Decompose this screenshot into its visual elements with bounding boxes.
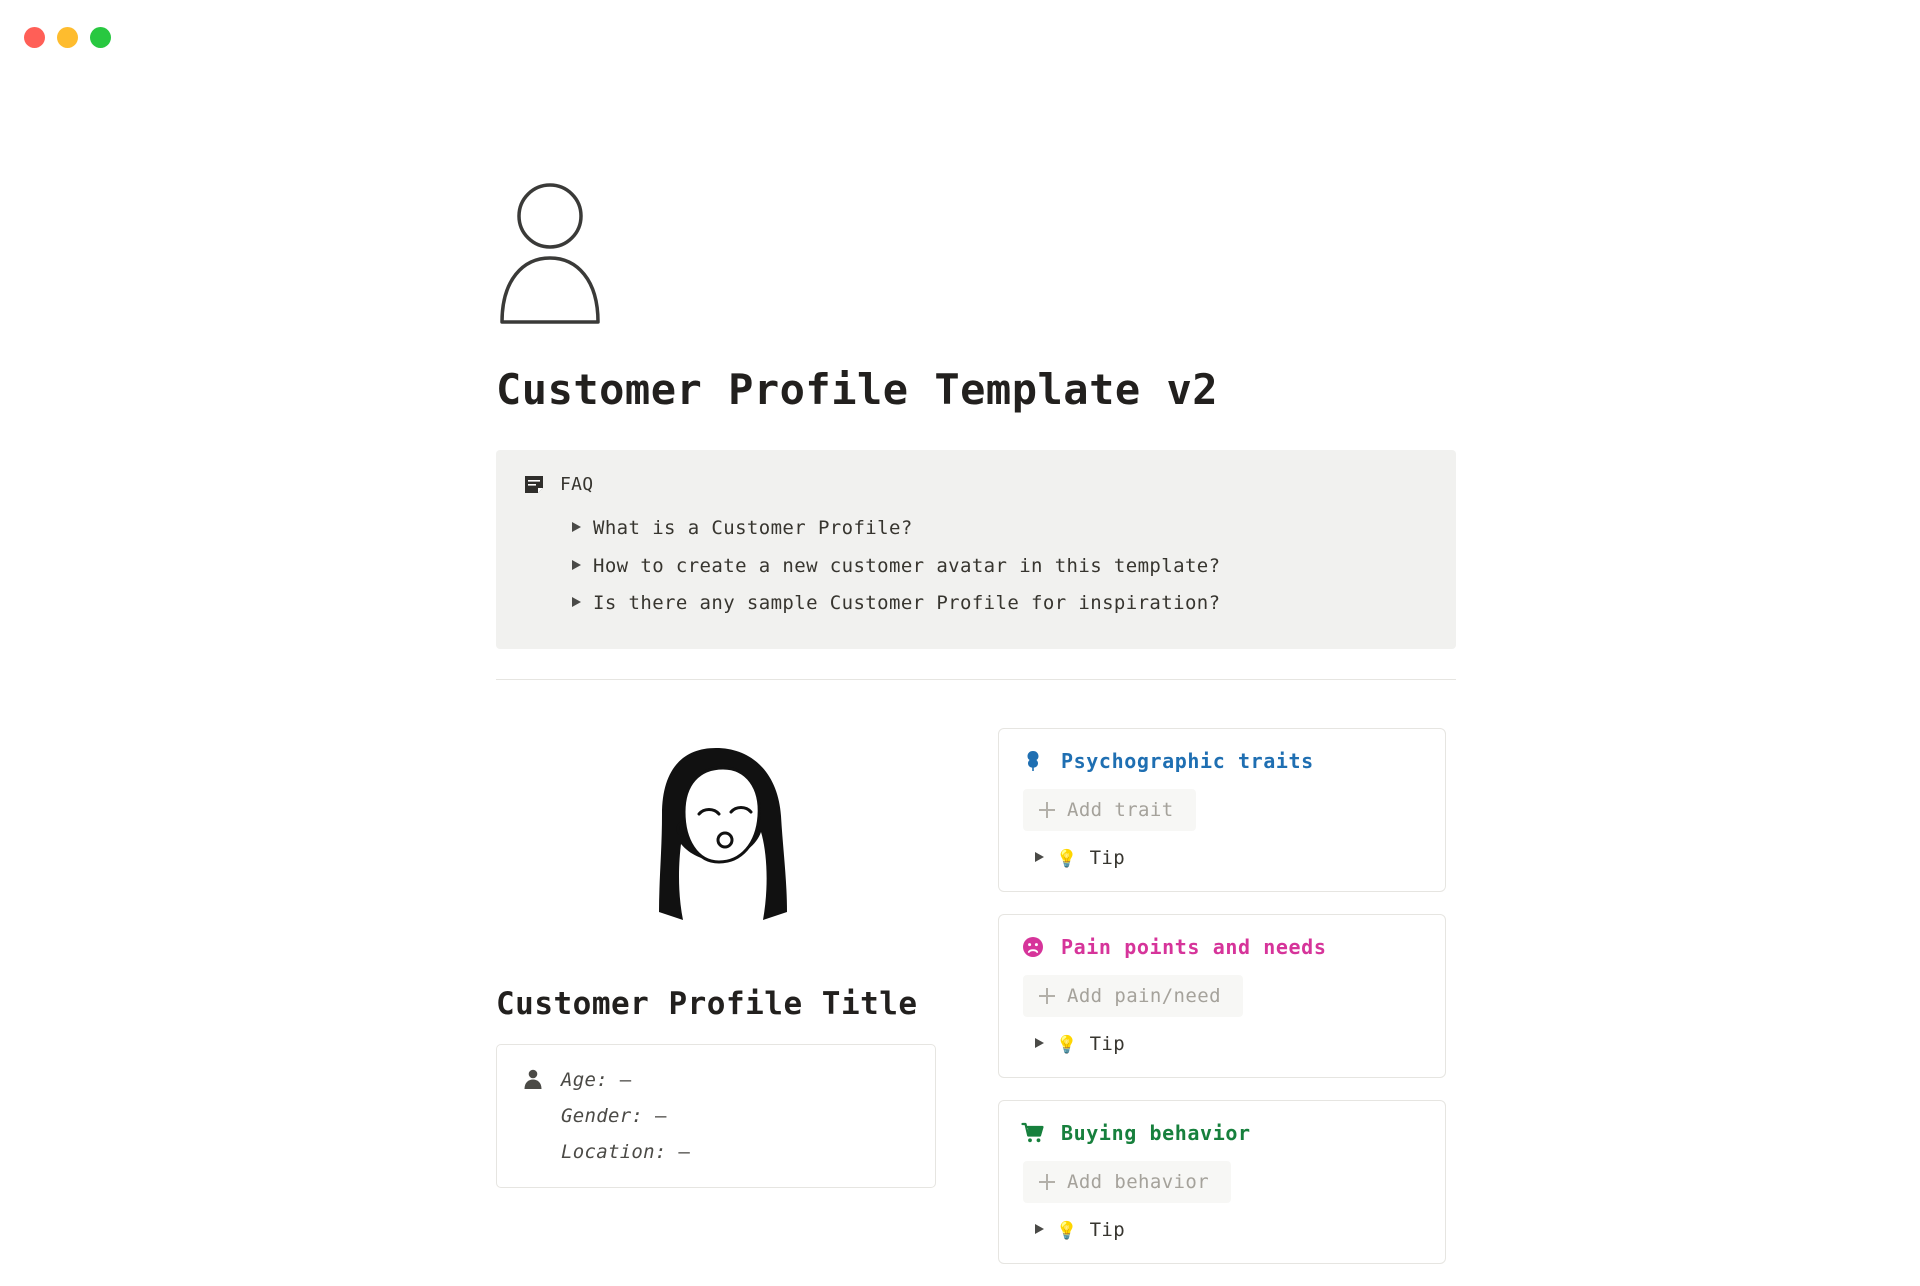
minimize-window-button[interactable] <box>57 27 78 48</box>
fact-row[interactable] <box>561 1141 690 1163</box>
chevron-right-icon[interactable] <box>572 522 581 532</box>
add-behavior-label: Add behavior <box>1067 1170 1210 1193</box>
fact-value: — <box>654 1104 667 1127</box>
shopping-cart-icon <box>1021 1121 1045 1145</box>
fact-label: Location: <box>561 1140 667 1163</box>
faq-item-label: Is there any sample Customer Profile for inspiration? <box>593 592 1221 615</box>
add-trait-button[interactable] <box>1023 789 1196 831</box>
close-window-button[interactable] <box>24 27 45 48</box>
chevron-right-icon[interactable] <box>1035 852 1044 862</box>
card-header <box>1021 1121 1423 1145</box>
fact-label: Age: <box>561 1068 608 1091</box>
brain-icon <box>1021 749 1045 773</box>
add-behavior-button[interactable] <box>1023 1161 1231 1203</box>
buying-behavior-card <box>998 1100 1446 1264</box>
faq-toggle-item[interactable] <box>522 548 1430 586</box>
profile-columns <box>496 728 1456 1286</box>
document-content <box>496 180 1456 1286</box>
card-header <box>1021 749 1423 773</box>
plus-icon <box>1039 988 1055 1004</box>
fact-value: — <box>678 1140 691 1163</box>
tip-label: Tip <box>1089 846 1126 869</box>
add-pain-need-button[interactable] <box>1023 975 1243 1017</box>
faq-item-label: What is a Customer Profile? <box>593 517 913 540</box>
lightbulb-icon: 💡 <box>1056 1220 1078 1241</box>
add-pain-need-label: Add pain/need <box>1067 984 1221 1007</box>
tip-toggle[interactable] <box>1021 1219 1423 1241</box>
profile-facts-list <box>561 1067 690 1163</box>
person-filled-icon <box>521 1067 545 1091</box>
plus-icon <box>1039 1174 1055 1190</box>
lightbulb-icon: 💡 <box>1056 1034 1078 1055</box>
faq-toggle-item[interactable] <box>522 585 1430 623</box>
faq-item-label: How to create a new customer avatar in this template? <box>593 554 1221 577</box>
profile-facts-card <box>496 1044 936 1188</box>
pain-points-card <box>998 914 1446 1078</box>
profile-right-column <box>998 728 1446 1286</box>
faq-header <box>522 472 1430 496</box>
woman-illustration <box>621 740 811 940</box>
fact-value: — <box>619 1068 632 1091</box>
section-divider <box>496 679 1456 680</box>
zoom-window-button[interactable] <box>90 27 111 48</box>
chevron-right-icon[interactable] <box>1035 1038 1044 1048</box>
tip-label: Tip <box>1089 1032 1126 1055</box>
chevron-right-icon[interactable] <box>572 597 581 607</box>
avatar <box>496 728 936 940</box>
fact-row[interactable] <box>561 1069 690 1091</box>
tip-label: Tip <box>1089 1218 1126 1241</box>
psychographic-traits-card <box>998 728 1446 892</box>
lightbulb-icon: 💡 <box>1056 848 1078 869</box>
faq-callout <box>496 450 1456 649</box>
card-title: Buying behavior <box>1061 1120 1251 1145</box>
window-titlebar <box>0 0 1920 74</box>
card-header <box>1021 935 1423 959</box>
sad-face-icon <box>1021 935 1045 959</box>
tip-toggle[interactable] <box>1021 1033 1423 1055</box>
plus-icon <box>1039 802 1055 818</box>
profile-left-column <box>496 728 936 1286</box>
card-title: Pain points and needs <box>1061 934 1327 959</box>
card-title: Psychographic traits <box>1061 748 1314 773</box>
fact-row[interactable] <box>561 1105 690 1127</box>
faq-toggle-item[interactable] <box>522 510 1430 548</box>
add-trait-label: Add trait <box>1067 798 1174 821</box>
chevron-right-icon[interactable] <box>572 560 581 570</box>
chevron-right-icon[interactable] <box>1035 1224 1044 1234</box>
tip-toggle[interactable] <box>1021 847 1423 869</box>
person-outline-icon <box>498 180 618 330</box>
note-icon <box>522 472 546 496</box>
page-title: Customer Profile Template v2 <box>496 365 1219 414</box>
fact-label: Gender: <box>561 1104 644 1127</box>
traffic-light-group <box>24 27 111 48</box>
faq-label: FAQ <box>560 473 594 495</box>
profile-title: Customer Profile Title <box>496 985 918 1022</box>
document-page <box>0 74 1920 1241</box>
